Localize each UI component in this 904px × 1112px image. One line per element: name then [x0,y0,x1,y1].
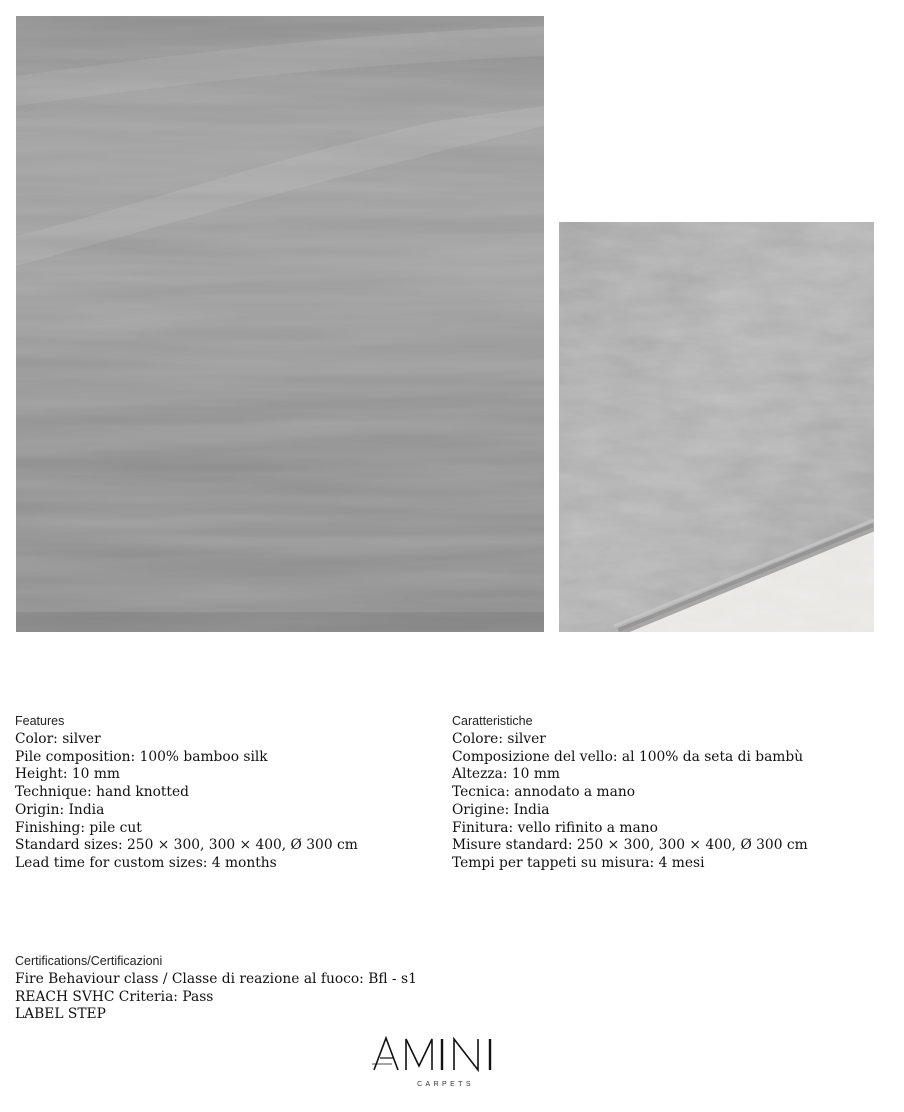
feature-it-altezza: Altezza: 10 mm [452,766,560,783]
brand-logo [372,1036,516,1088]
feature-color: Color: silver [15,731,101,747]
feature-lead-time: Lead time for custom sizes: 4 months [15,854,277,871]
feature-it-misure: Misure standard: 250 × 300, 300 × 400, Ø 300 cm [452,837,808,854]
feature-origin: Origin: India [15,801,105,818]
certifications [15,954,615,1024]
feature-technique: Technique: hand knotted [15,784,189,801]
features-heading: Features [15,714,65,728]
feature-it-composizione: Composizione del vello: al 100% da seta di bambù [452,748,804,765]
feature-it-origine: Origine: India [452,801,550,818]
features-italian [452,714,892,873]
cert-label-step: LABEL STEP [15,1006,106,1023]
feature-it-tempi: Tempi per tappeti su misura: 4 mesi [452,854,705,871]
rug-detail-image [559,222,874,632]
feature-sizes: Standard sizes: 250 × 300, 300 × 400, Ø 300 cm [15,837,358,854]
features-english [15,714,435,873]
feature-pile: Pile composition: 100% bamboo silk [15,748,268,765]
brand-subtitle: CARPETS [417,1081,474,1088]
feature-it-tecnica: Tecnica: annodato a mano [452,784,636,801]
amini-logo-mark [372,1036,516,1072]
feature-it-colore: Colore: silver [452,731,546,747]
caratteristiche-heading: Caratteristiche [452,714,533,728]
feature-height: Height: 10 mm [15,766,121,783]
cert-fire-class: Fire Behaviour class / Classe di reazione al fuoco: Bfl - s1 [15,971,417,987]
certifications-heading: Certifications/Certificazioni [15,954,163,968]
rug-main-image [16,16,544,632]
feature-finishing: Finishing: pile cut [15,819,142,836]
feature-it-finitura: Finitura: vello rifinito a mano [452,819,658,836]
cert-reach: REACH SVHC Criteria: Pass [15,988,214,1005]
